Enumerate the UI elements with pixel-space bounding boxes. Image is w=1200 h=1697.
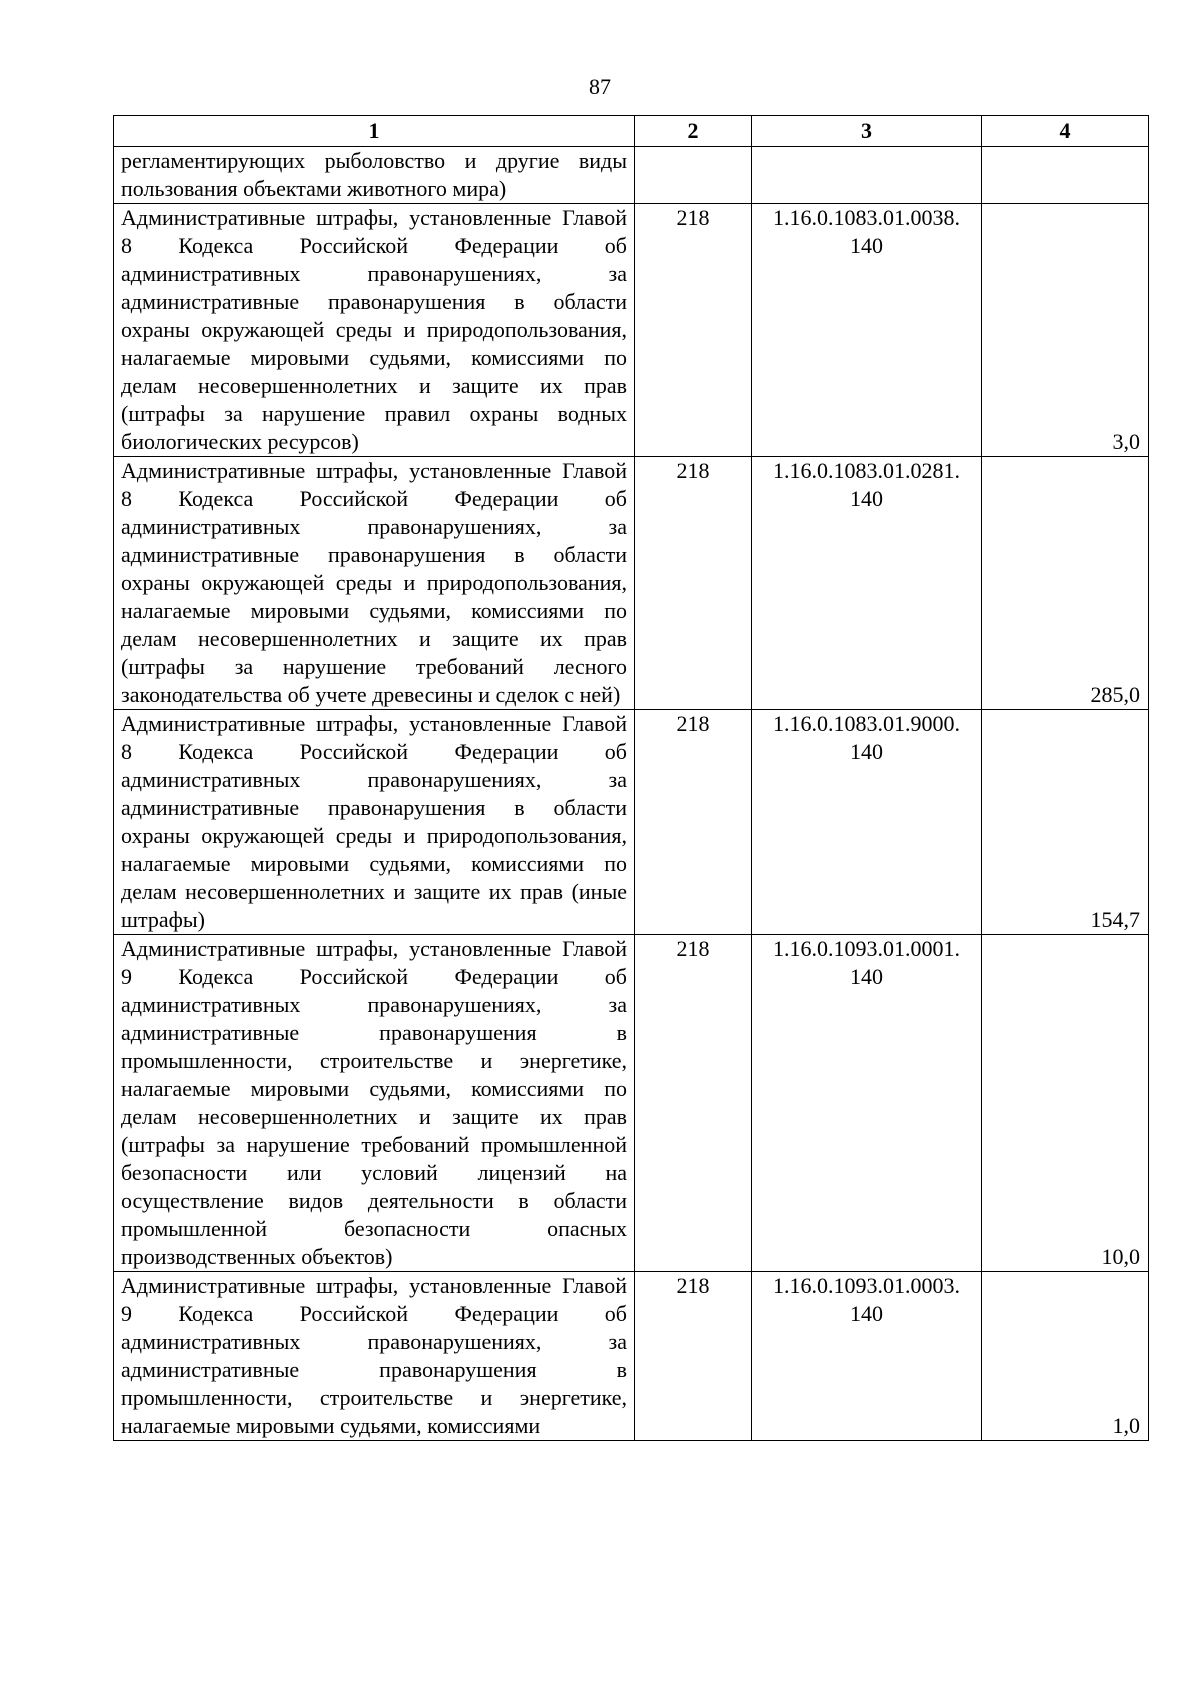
row-budget-code: 1.16.0.1093.01.0003. 140 <box>752 1272 982 1441</box>
row-admin-code: 218 <box>635 935 752 1272</box>
row-description: регламентирующих рыболовство и другие виды пользования объектами животного мира) <box>114 147 635 204</box>
row-description: Административные штрафы, установленные Главой 8 Кодекса Российской Федерации об административных правонарушениях, за административные правонарушения в области охраны окружающей среды и природопользования, налагаемые мировыми судьями, комиссиями по делам несовершеннолетних и защите их прав (иные штрафы) <box>114 710 635 935</box>
row-description: Административные штрафы, установленные Главой 9 Кодекса Российской Федерации об административных правонарушениях, за административные правонарушения в промышленности, строительстве и энергетике, налагаемые мировыми судьями, комиссиями по делам несовершеннолетних и защите их прав (штрафы за нарушение требований промышленной безопасности или условий лицензий на осуществление видов деятельности в области промышленной безопасности опасных производственных объектов) <box>114 935 635 1272</box>
row-admin-code <box>635 147 752 204</box>
row-description: Административные штрафы, установленные Главой 8 Кодекса Российской Федерации об административных правонарушениях, за административные правонарушения в области охраны окружающей среды и природопользования, налагаемые мировыми судьями, комиссиями по делам несовершеннолетних и защите их прав (штрафы за нарушение правил охраны водных биологических ресурсов) <box>114 204 635 457</box>
table-row <box>114 147 1149 204</box>
table-row <box>114 204 1149 457</box>
row-budget-code: 1.16.0.1083.01.0281. 140 <box>752 457 982 710</box>
table-row <box>114 1272 1149 1441</box>
page-number: 87 <box>589 74 611 99</box>
row-admin-code: 218 <box>635 710 752 935</box>
row-amount: 10,0 <box>982 935 1149 1272</box>
table-row <box>114 457 1149 710</box>
row-description: Административные штрафы, установленные Главой 8 Кодекса Российской Федерации об административных правонарушениях, за административные правонарушения в области охраны окружающей среды и природопользования, налагаемые мировыми судьями, комиссиями по делам несовершеннолетних и защите их прав (штрафы за нарушение требований лесного законодательства об учете древесины и сделок с ней) <box>114 457 635 710</box>
budget-table <box>113 115 1149 1441</box>
column-header-1: 1 <box>114 116 635 147</box>
row-budget-code: 1.16.0.1083.01.9000. 140 <box>752 710 982 935</box>
column-header-2: 2 <box>635 116 752 147</box>
row-budget-code: 1.16.0.1093.01.0001. 140 <box>752 935 982 1272</box>
row-description: Административные штрафы, установленные Главой 9 Кодекса Российской Федерации об административных правонарушениях, за административные правонарушения в промышленности, строительстве и энергетике, налагаемые мировыми судьями, комиссиями <box>114 1272 635 1441</box>
row-budget-code <box>752 147 982 204</box>
column-header-3: 3 <box>752 116 982 147</box>
header-row <box>114 116 1149 147</box>
row-amount <box>982 147 1149 204</box>
row-admin-code: 218 <box>635 1272 752 1441</box>
row-amount: 285,0 <box>982 457 1149 710</box>
row-amount: 1,0 <box>982 1272 1149 1441</box>
table-row <box>114 710 1149 935</box>
table-row <box>114 935 1149 1272</box>
row-amount: 3,0 <box>982 204 1149 457</box>
row-admin-code: 218 <box>635 204 752 457</box>
column-header-4: 4 <box>982 116 1149 147</box>
row-admin-code: 218 <box>635 457 752 710</box>
row-budget-code: 1.16.0.1083.01.0038. 140 <box>752 204 982 457</box>
row-amount: 154,7 <box>982 710 1149 935</box>
